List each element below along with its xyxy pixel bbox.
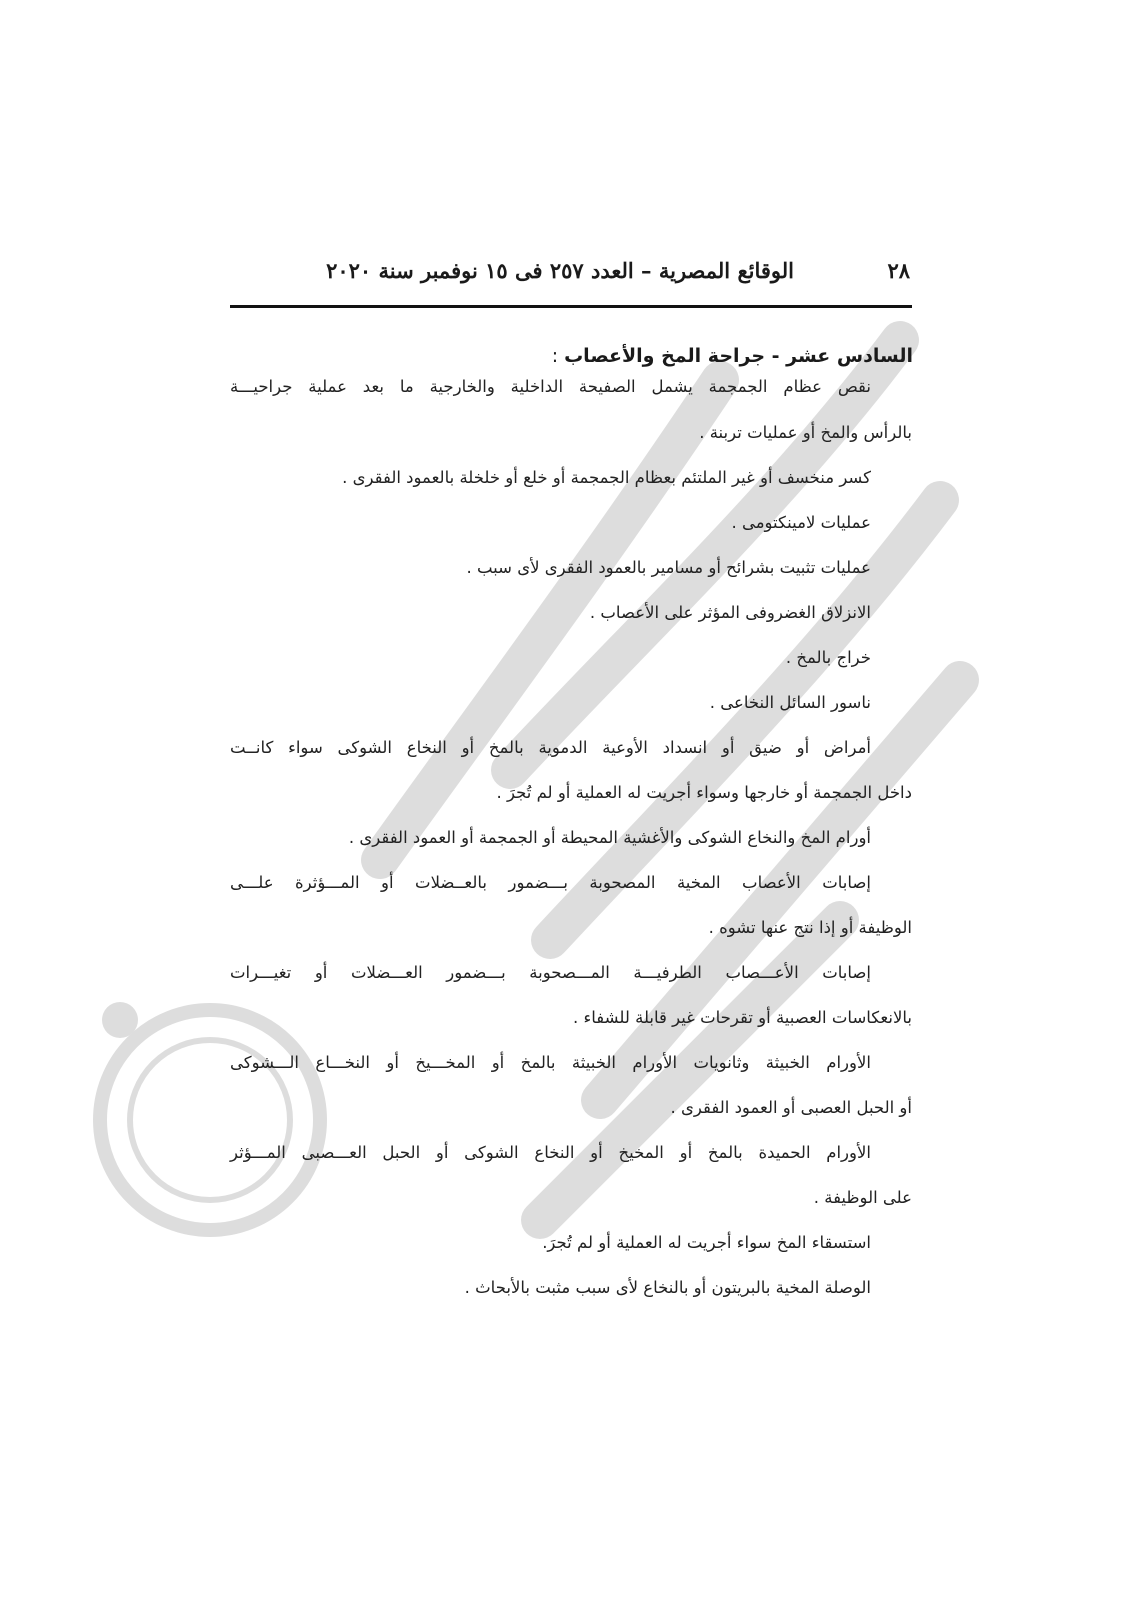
item-line: أمراض أو ضيق أو انسداد الأوعية الدموية بالمخ أو النخاع الشوكى سواء كانــت bbox=[230, 738, 871, 757]
item-line: استسقاء المخ سواء أجريت له العملية أو لم تُجرَ. bbox=[542, 1233, 871, 1252]
item-line: داخل الجمجمة أو خارجها وسواء أجريت له العملية أو لم تُجرَ . bbox=[496, 783, 912, 802]
item-line: الأورام الخبيثة وثانويات الأورام الخبيثة بالمخ أو المخـــيخ أو النخـــاع الـــشوكى bbox=[230, 1053, 871, 1072]
item-line: نقص عظام الجمجمة يشمل الصفيحة الداخلية والخارجية ما بعد عملية جراحيـــة bbox=[230, 377, 871, 396]
section-heading bbox=[552, 345, 913, 367]
item-line: أو الحبل العصبى أو العمود الفقرى . bbox=[670, 1098, 912, 1117]
item-line: بالرأس والمخ أو عمليات تربنة . bbox=[699, 423, 912, 442]
page-number: ٢٨ bbox=[887, 258, 910, 283]
item-line: الوظيفة أو إذا نتج عنها تشوه . bbox=[708, 918, 912, 937]
item-line: خراج بالمخ . bbox=[785, 648, 871, 667]
item-line: أورام المخ والنخاع الشوكى والأغشية المحيطة أو الجمجمة أو العمود الفقرى . bbox=[348, 828, 871, 847]
section-heading-text: السادس عشر - جراحة المخ والأعصاب bbox=[564, 345, 913, 367]
item-line: بالانعكاسات العصبية أو تقرحات غير قابلة للشفاء . bbox=[573, 1008, 912, 1027]
item-line: إصابات الأعـــصاب الطرفيـــة المـــصحوبة بـــضمور العـــضلات أو تغيـــرات bbox=[230, 963, 871, 982]
item-line: عمليات لامينكتومى . bbox=[731, 513, 871, 532]
item-line: إصابات الأعصاب المخية المصحوبة بـــضمور بالعــضلات أو المـــؤثرة علـــى bbox=[230, 873, 871, 892]
gazette-title: الوقائع المصرية – العدد ٢٥٧ فى ١٥ نوفمبر سنة ٢٠٢٠ bbox=[326, 258, 794, 283]
item-line: عمليات تثبيت بشرائح أو مسامير بالعمود الفقرى لأى سبب . bbox=[466, 558, 871, 577]
item-line: ناسور السائل النخاعى . bbox=[709, 693, 871, 712]
item-line: الانزلاق الغضروفى المؤثر على الأعصاب . bbox=[589, 603, 871, 622]
header-divider bbox=[230, 305, 912, 308]
item-line: كسر منخسف أو غير الملتئم بعظام الجمجمة أو خلع أو خلخلة بالعمود الفقرى . bbox=[342, 468, 871, 487]
item-line: الوصلة المخية بالبريتون أو بالنخاع لأى سبب مثبت بالأبحاث . bbox=[464, 1278, 871, 1297]
item-line: الأورام الحميدة بالمخ أو المخيخ أو النخاع الشوكى أو الحبل العـــصبى المـــؤثر bbox=[230, 1143, 871, 1162]
item-line: على الوظيفة . bbox=[813, 1188, 912, 1207]
page-header bbox=[230, 254, 912, 292]
section-heading-colon: : bbox=[551, 345, 559, 367]
